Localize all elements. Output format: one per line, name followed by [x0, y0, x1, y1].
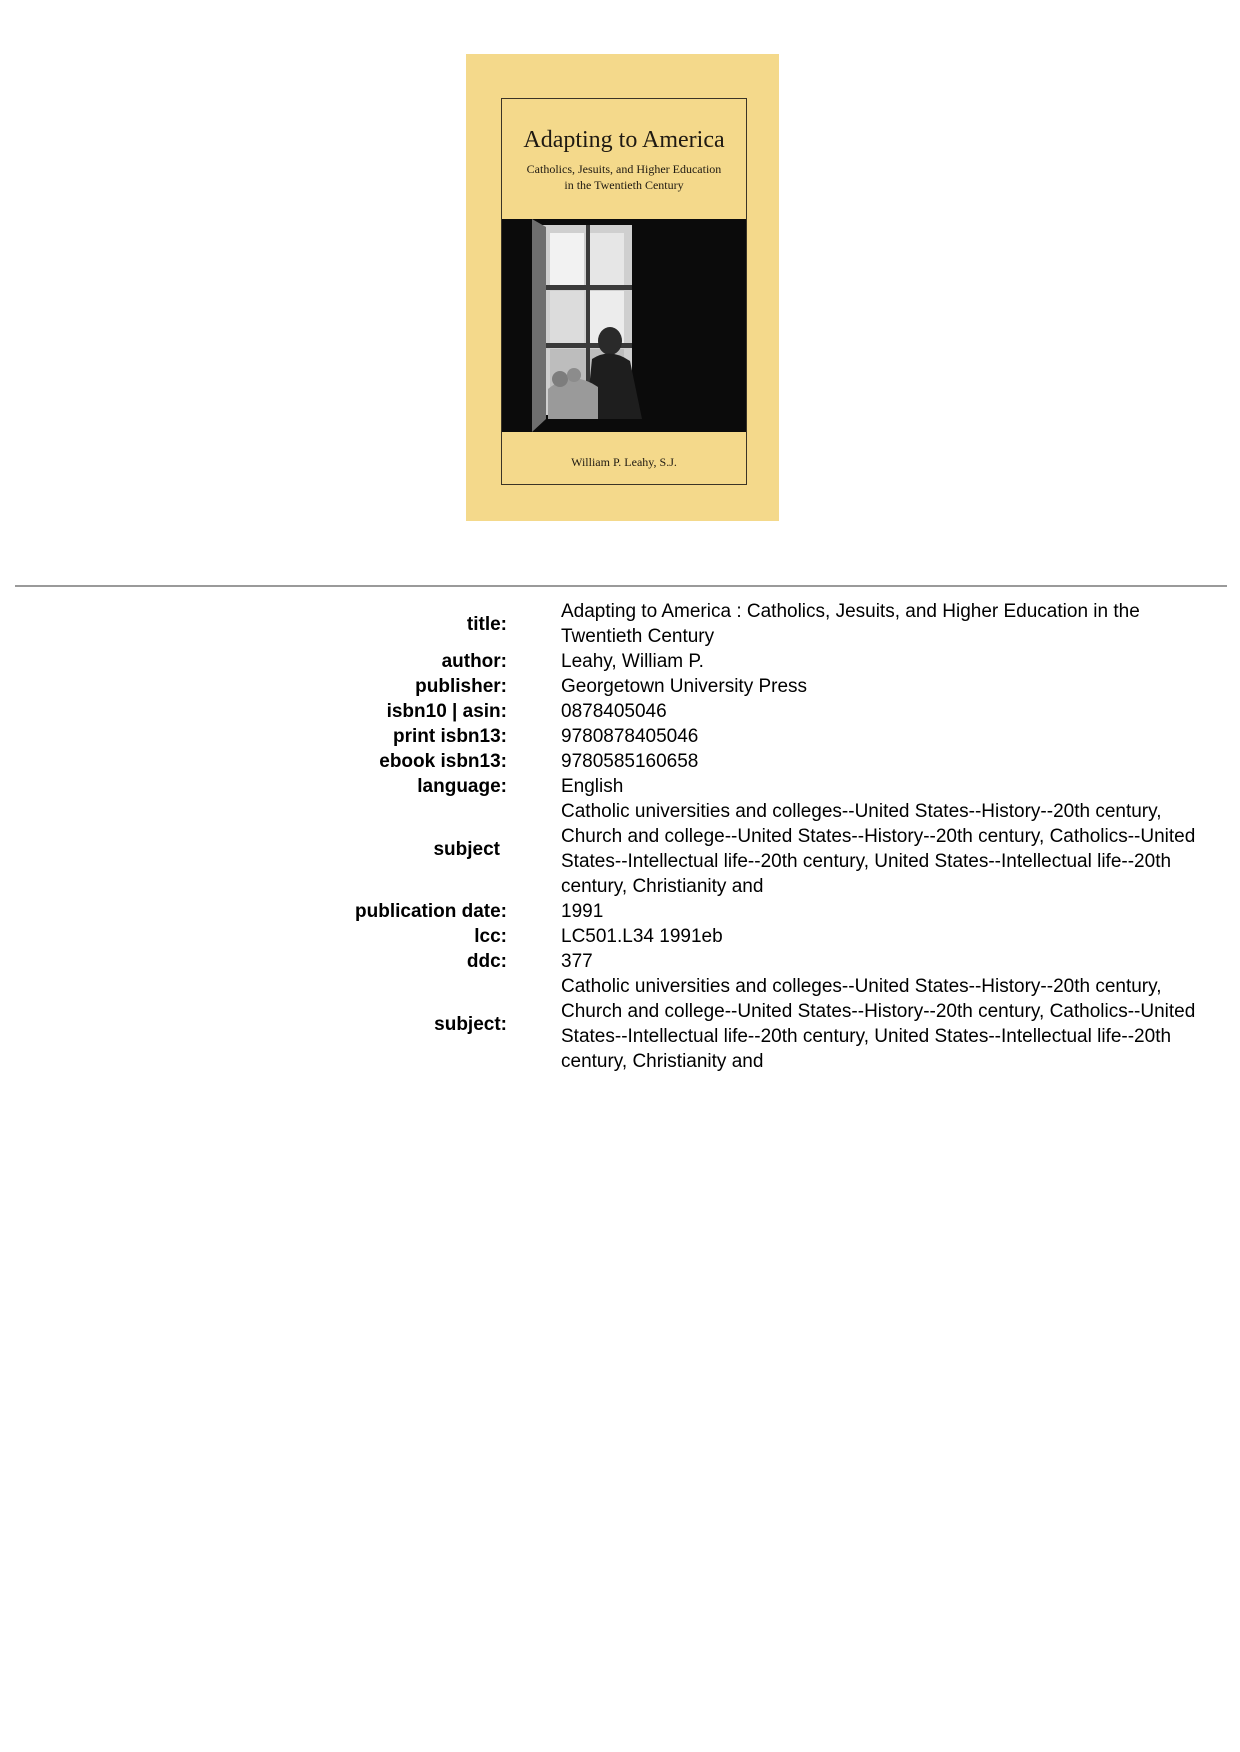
metadata-row-author — [0, 649, 1240, 674]
value-isbn10: 0878405046 — [561, 701, 667, 722]
window-photo-illustration — [502, 219, 746, 432]
cover-author: William P. Leahy, S.J. — [571, 455, 677, 469]
label-publisher: publisher: — [415, 676, 507, 697]
metadata-row-subject — [0, 799, 1240, 899]
metadata-row-lcc — [0, 924, 1240, 949]
metadata-row-publisher — [0, 674, 1240, 699]
cover-subtitle — [510, 161, 738, 193]
metadata-row-publication-date — [0, 899, 1240, 924]
metadata-row-title — [0, 599, 1240, 649]
value-author: Leahy, William P. — [561, 651, 704, 672]
label-isbn10: isbn10 | asin: — [386, 701, 507, 722]
metadata-row-ebook-isbn13 — [0, 749, 1240, 774]
divider — [15, 585, 1227, 587]
label-title: title: — [466, 613, 507, 635]
cover-photo — [502, 219, 746, 432]
metadata-row-isbn10 — [0, 699, 1240, 724]
label-lcc: lcc: — [474, 926, 507, 947]
metadata-row-language — [0, 774, 1240, 799]
value-subject: Catholic universities and colleges--United States--History--20th century, Church and college--United States--History--20th century, Catholics--United States--Intellectual life--20th century, United States--Intellectual life--20th century, Christianity and — [561, 801, 1196, 897]
cover-title: Adapting to America — [523, 127, 725, 153]
label-subject-2: subject: — [434, 1013, 507, 1035]
metadata-table — [0, 599, 1240, 1074]
cover-frame — [501, 98, 747, 485]
value-ebook-isbn13: 9780585160658 — [561, 751, 699, 772]
cover-subtitle-line2: in the Twentieth Century — [564, 178, 684, 192]
metadata-row-print-isbn13 — [0, 724, 1240, 749]
value-lcc: LC501.L34 1991eb — [561, 926, 723, 947]
value-publisher: Georgetown University Press — [561, 676, 808, 697]
label-author: author: — [441, 651, 507, 672]
value-print-isbn13: 9780878405046 — [561, 726, 699, 747]
value-language: English — [561, 776, 624, 797]
book-cover — [466, 54, 779, 521]
value-ddc: 377 — [561, 951, 593, 972]
value-subject-2: Catholic universities and colleges--United States--History--20th century, Church and college--United States--History--20th century, Catholics--United States--Intellectual life--20th century, United States--Intellectual life--20th century, Christianity and — [561, 976, 1196, 1072]
label-publication-date: publication date: — [355, 901, 507, 922]
label-ddc: ddc: — [466, 951, 507, 972]
label-ebook-isbn13: ebook isbn13: — [379, 751, 507, 772]
label-language: language: — [417, 776, 507, 797]
value-publication-date: 1991 — [561, 901, 604, 922]
metadata-row-ddc — [0, 949, 1240, 974]
value-title: Adapting to America : Catholics, Jesuits, and Higher Education in the Twentieth Century — [561, 601, 1140, 647]
label-subject: subject — [433, 838, 500, 860]
cover-subtitle-line1: Catholics, Jesuits, and Higher Education — [526, 162, 722, 176]
label-print-isbn13: print isbn13: — [392, 726, 507, 747]
metadata-row-subject-2 — [0, 974, 1240, 1074]
